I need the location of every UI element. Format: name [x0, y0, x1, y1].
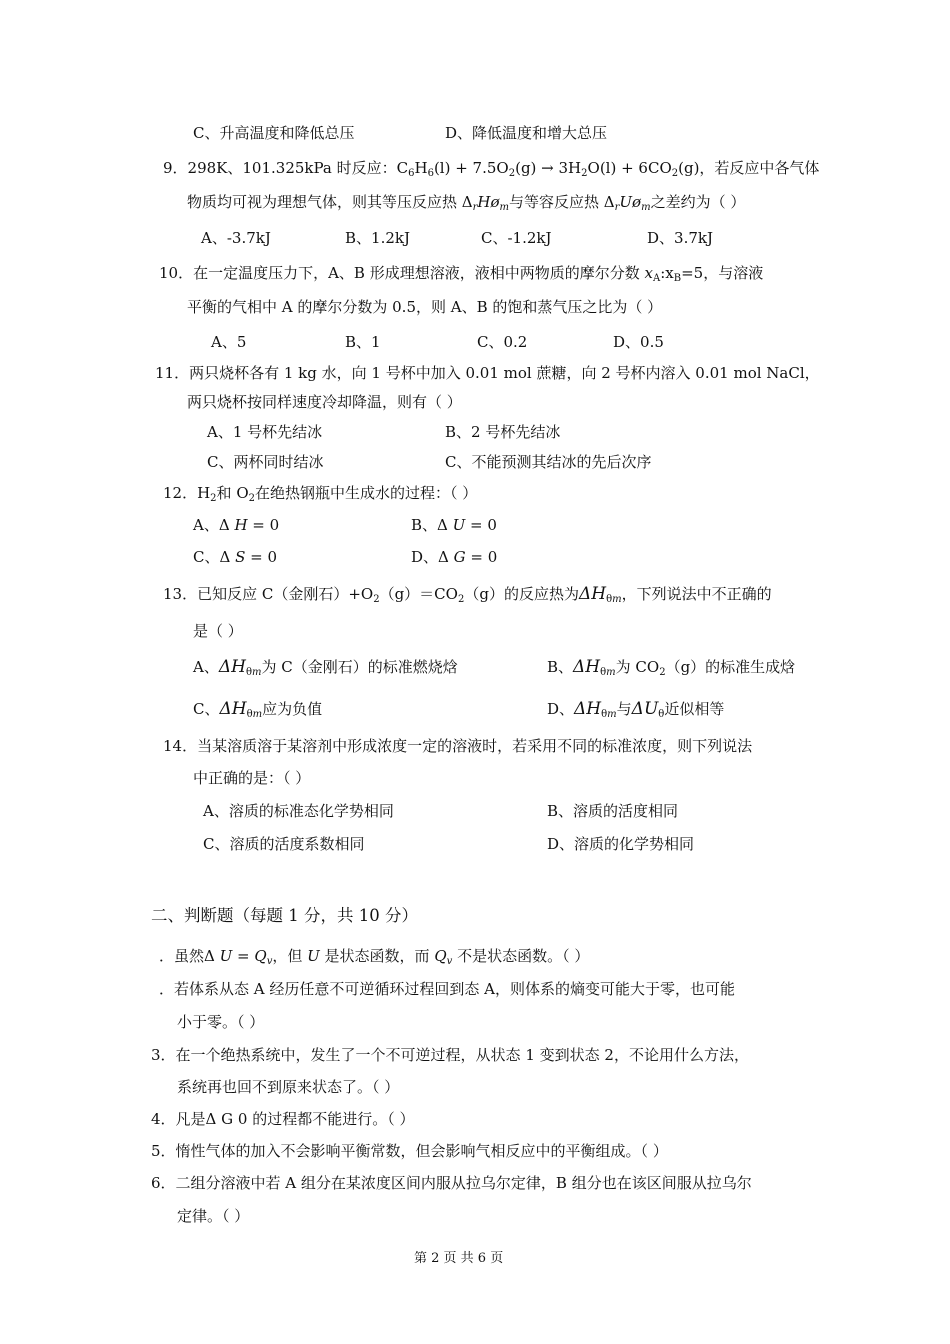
- q9-option-b: B、1.2kJ: [345, 229, 410, 247]
- q11-line1: 11．两只烧杯各有 1 kg 水，向 1 号杯中加入 0.01 mol 蔗糖，向 2 号杯内溶入 0.01 mol NaCl，: [155, 364, 820, 382]
- judge-2-line2: 小于零。（ ）: [177, 1013, 265, 1031]
- q14-line1: 14．当某溶质溶于某溶剂中形成浓度一定的溶液时，若采用不同的标准浓度，则下列说法: [163, 737, 753, 755]
- q12-option-c: C、Δ S = 0: [193, 548, 278, 566]
- q13-option-d: D、$\Delta H_{\theta m}$与$\Delta U_\theta$近似相等: [547, 699, 725, 720]
- q13-option-a: A、$\Delta H_{\theta m}$为 C（金刚石）的标准燃烧焓: [193, 657, 458, 678]
- q10-option-d: D、0.5: [613, 333, 664, 351]
- q10-option-b: B、1: [345, 333, 381, 351]
- q13-line1: 13．已知反应 C（金刚石）$+O_2(g)=CO_2(g)$的反应热为$\Delta H_{\theta m}$，下列说法中不正确的: [163, 584, 772, 605]
- judge-3-line2: 系统再也回不到原来状态了。（ ）: [177, 1078, 400, 1096]
- q13-option-c: C、$\Delta H_{\theta m}$应为负值: [193, 699, 323, 720]
- q9-line1: 9．298K、101.325kPa 时反应：$C_6H_6(l) + 7.5O_2(g) \to 3H_2O(l) + 6CO_2(g)$，若反应中各气体: [163, 159, 820, 179]
- q11-option-b: B、2 号杯先结冰: [445, 423, 561, 441]
- q13-option-b: B、$\Delta H_{\theta m}$为 $CO_2(g)$的标准生成焓: [547, 657, 796, 678]
- q8-option-c: C、升高温度和降低总压: [193, 124, 355, 142]
- q12-option-b: B、Δ U = 0: [411, 516, 497, 534]
- q14-option-a: A、溶质的标准态化学势相同: [203, 802, 394, 820]
- q10-line1: 10．在一定温度压力下，A、B 形成理想溶液，液相中两物质的摩尔分数 $x_A:x_B=5$，与溶液: [159, 264, 764, 284]
- q14-option-c: C、溶质的活度系数相同: [203, 835, 365, 853]
- q14-line2: 中正确的是：（ ）: [193, 769, 311, 787]
- q13-line2: 是（ ）: [193, 622, 243, 640]
- q11-line2: 两只烧杯按同样速度冷却降温，则有（ ）: [187, 393, 462, 411]
- q14-option-d: D、溶质的化学势相同: [547, 835, 695, 853]
- judge-4: 4．凡是Δ G 0 的过程都不能进行。（ ）: [151, 1110, 415, 1128]
- q9-line2: 物质均可视为理想气体，则其等压反应热 $\Delta_rHø_m$与等容反应热 $\Delta_rUø_m$之差约为（ ）: [187, 193, 746, 213]
- q11-option-d: C、不能预测其结冰的先后次序: [445, 453, 652, 471]
- section-2-title: 二、判断题（每题 1 分，共 10 分）: [151, 906, 418, 925]
- judge-1: ．虽然Δ $U = Q_v$，但 U 是状态函数，而 $Q_v$ 不是状态函数。（ ）: [159, 947, 590, 967]
- judge-5: 5．惰性气体的加入不会影响平衡常数，但会影响气相反应中的平衡组成。（ ）: [151, 1142, 668, 1160]
- q10-option-c: C、0.2: [477, 333, 528, 351]
- page-footer: 第 2 页 共 6 页: [414, 1251, 504, 1266]
- q11-option-c: C、两杯同时结冰: [207, 453, 324, 471]
- q9-option-d: D、3.7kJ: [647, 229, 713, 247]
- q14-option-b: B、溶质的活度相同: [547, 802, 679, 820]
- q12-stem: 12．$H_2$和 $O_2$在绝热钢瓶中生成水的过程：（ ）: [163, 484, 478, 504]
- q10-line2: 平衡的气相中 A 的摩尔分数为 0.5，则 A、B 的饱和蒸气压之比为（ ）: [187, 298, 663, 316]
- judge-3-line1: 3．在一个绝热系统中，发生了一个不可逆过程，从状态 1 变到状态 2，不论用什么方法，: [151, 1046, 749, 1064]
- judge-6-line1: 6．二组分溶液中若 A 组分在某浓度区间内服从拉乌尔定律，B 组分也在该区间服从拉乌尔: [151, 1174, 752, 1192]
- q12-option-a: A、Δ H = 0: [193, 516, 280, 534]
- q11-option-a: A、1 号杯先结冰: [207, 423, 323, 441]
- judge-2-line1: ．若体系从态 A 经历任意不可逆循环过程回到态 A，则体系的熵变可能大于零，也可能: [159, 980, 735, 998]
- q9-option-a: A、-3.7kJ: [201, 229, 271, 247]
- q10-option-a: A、5: [211, 333, 247, 351]
- q8-option-d: D、降低温度和增大总压: [445, 124, 608, 142]
- q9-option-c: C、-1.2kJ: [481, 229, 552, 247]
- q12-option-d: D、Δ G = 0: [411, 548, 498, 566]
- judge-6-line2: 定律。（ ）: [177, 1207, 250, 1225]
